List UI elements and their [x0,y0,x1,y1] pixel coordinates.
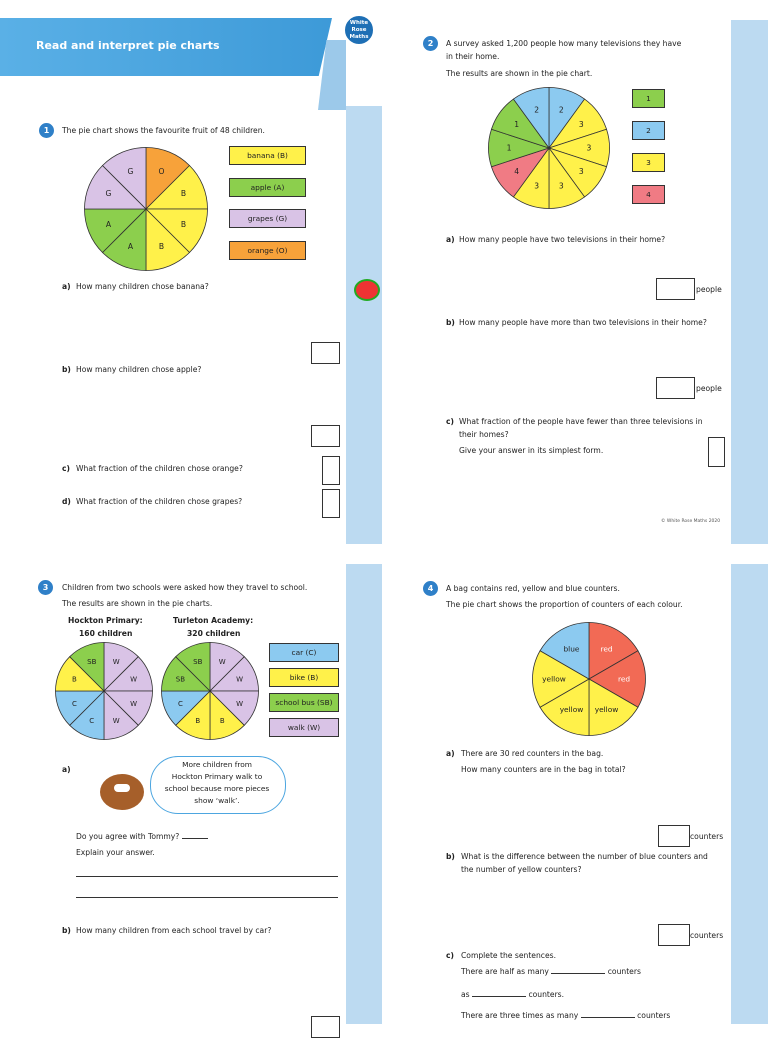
hockton-pie-slice-label-6: B [72,675,77,684]
legend-orange: orange (O) [229,241,306,260]
q4c-text: Complete the sentences. [461,951,557,960]
q1d-text: What fraction of the children chose grapes? [76,497,243,506]
q1c-answer-box[interactable] [322,456,340,485]
tv-pie-slice-label-5: 3 [534,181,540,191]
q3b-answer-box[interactable] [311,1016,340,1038]
q3b-label: b) [62,926,71,935]
fruit-pie-slice-label-5: A [105,220,112,230]
fruit-pie-slice-label-6: G [105,189,112,199]
tv-pie-slice-label-8: 1 [514,120,520,130]
q2-pie-chart [487,86,611,210]
tv-pie-slice-label-6: 4 [514,167,520,177]
question-2-number: 2 [423,36,438,51]
q4c-blank-3[interactable] [581,1017,635,1018]
hockton-pie-slice-label-3: W [112,717,120,726]
q3-text-line2: The results are shown in the pie charts. [62,599,213,608]
q1a-label: a) [62,282,71,291]
tv-pie-slice-label-4: 3 [558,181,564,191]
q4b-text-line1: What is the difference between the number of blue counters and [461,852,708,861]
q1a-answer-box[interactable] [311,342,340,364]
hockton-pie-chart [54,641,154,741]
q1-text: The pie chart shows the favourite fruit of 48 children. [62,126,265,135]
legend-car: car (C) [269,643,339,662]
q3a-label: a) [62,765,71,774]
hockton-pie-slice-label-0: W [112,658,120,667]
legend-3-tv: 3 [632,153,665,172]
q2b-answer-box[interactable] [656,377,695,399]
question-1-number: 1 [39,123,54,138]
q3a-answer-line-1[interactable] [76,876,338,877]
fruit-pie-slice-label-2: B [180,220,187,230]
q4c-blank-1[interactable] [551,973,605,974]
question-4-number: 4 [423,581,438,596]
q4b-text-line2: the number of yellow counters? [461,865,582,874]
tv-pie-slice-label-9: 2 [534,105,540,115]
page-title: Read and interpret pie charts [36,39,220,52]
q2a-label: a) [446,235,455,244]
fruit-pie-slice-label-0: O [158,167,165,177]
q2b-label: b) [446,318,455,327]
q2c-text-line1: What fraction of the people have fewer than three televisions in [459,417,703,426]
counters-pie-slice-label-4: yellow [542,674,566,684]
q1d-label: d) [62,497,71,506]
tommy-eyes [114,784,130,792]
tv-pie-slice-label-2: 3 [586,143,592,153]
legend-4-tv: 4 [632,185,665,204]
legend-bike: bike (B) [269,668,339,687]
q2b-text: How many people have more than two televisions in their home? [459,318,707,327]
turleton-pie-slice-label-2: W [236,699,244,708]
q1b-answer-box[interactable] [311,425,340,447]
q4a-text-line1: There are 30 red counters in the bag. [461,749,604,758]
q3a-agree: Do you agree with Tommy? [76,830,208,843]
turleton-pie-slice-label-0: W [218,658,226,667]
q2c-text-line3: Give your answer in its simplest form. [459,446,604,455]
counters-pie-slice-label-3: yellow [559,704,584,714]
q1a-text: How many children chose banana? [76,282,209,291]
turleton-pie-slice-label-1: W [236,675,244,684]
school2-name: Turleton Academy: [173,616,254,625]
q4c-sentence-3: There are three times as many counters [461,1011,671,1020]
counters-pie-slice-label-0: red [600,644,613,654]
q1c-label: c) [62,464,70,473]
counters-pie-chart [531,621,647,737]
q3a-explain: Explain your answer. [76,848,155,857]
q4c-sentence-1: There are half as many counters [461,967,641,976]
fruit-pie-slice-label-7: G [127,167,134,177]
q2-text-line2: in their home. [446,52,500,61]
legend-school-bus: school bus (SB) [269,693,339,712]
school2-count: 320 children [187,629,241,638]
q4b-unit: counters [690,931,724,940]
q4a-text-line2: How many counters are in the bag in total? [461,765,626,774]
turleton-pie-slice-label-6: SB [175,675,186,684]
copyright: © White Rose Maths 2020 [661,519,721,524]
q4c-sentence-2: as counters. [461,990,565,999]
fruit-pie-slice-label-3: B [158,242,165,252]
hockton-pie-slice-label-4: C [89,717,95,726]
q2c-text-line2: their homes? [459,430,509,439]
turleton-pie-slice-label-5: C [177,699,183,708]
q4a-label: a) [446,749,455,758]
counters-pie-slice-label-5: blue [563,644,580,654]
q1-pie-chart [83,146,209,272]
tv-pie-slice-label-1: 3 [578,120,584,130]
q2-text-line1: A survey asked 1,200 people how many televisions they have [446,39,682,48]
hockton-pie-slice-label-5: C [71,699,77,708]
q4c-label: c) [446,951,454,960]
turleton-pie-slice-label-7: SB [193,658,203,667]
legend-1-tv: 1 [632,89,665,108]
q1d-answer-box[interactable] [322,489,340,518]
q4a-answer-box[interactable] [658,825,690,847]
q2a-text: How many people have two televisions in their home? [459,235,666,244]
hockton-pie-slice-label-2: W [130,699,138,708]
q2-text-line3: The results are shown in the pie chart. [446,69,593,78]
q2a-unit: people [696,285,722,294]
pencil-icon [354,279,380,301]
q4b-label: b) [446,852,455,861]
counters-pie-slice-label-1: red [617,674,631,684]
tv-pie-slice-label-3: 3 [578,167,584,177]
side-strip-right-bottom [731,564,768,1024]
fruit-pie-slice-label-1: B [180,189,187,199]
school1-name: Hockton Primary: [68,616,143,625]
legend-apple: apple (A) [229,178,306,197]
legend-2-tv: 2 [632,121,665,140]
question-3-number: 3 [38,580,53,595]
q3a-answer-line-2[interactable] [76,897,338,898]
turleton-pie-chart [160,641,260,741]
q1b-text: How many children chose apple? [76,365,202,374]
q4c-blank-2[interactable] [472,996,526,997]
q4b-answer-box[interactable] [658,924,690,946]
speech-text-line2: Hockton Primary walk to [171,772,263,781]
tv-pie-slice-label-0: 2 [558,105,564,115]
q1b-label: b) [62,365,71,374]
legend-walk: walk (W) [269,718,339,737]
turleton-pie-slice-label-4: B [195,717,201,726]
tv-pie-slice-label-7: 1 [506,143,512,153]
speech-text-line3: school because more pieces [164,784,270,793]
speech-text-line1: More children from [182,760,252,769]
q3b-text: How many children from each school travel by car? [76,926,272,935]
q4-text-line2: The pie chart shows the proportion of counters of each colour. [446,600,683,609]
q2c-label: c) [446,417,454,426]
q2b-unit: people [696,384,722,393]
side-strip-left-bottom [346,564,382,1024]
q4a-unit: counters [690,832,724,841]
hockton-pie-slice-label-7: SB [87,658,97,667]
legend-grapes: grapes (G) [229,209,306,228]
white-rose-logo: White Rose Maths [343,14,375,46]
q2a-answer-box[interactable] [656,278,695,300]
turleton-pie-slice-label-3: B [219,717,225,726]
fruit-pie-slice-label-4: A [127,242,134,252]
legend-banana: banana (B) [229,146,306,165]
q1c-text: What fraction of the children chose orange? [76,464,243,473]
speech-text-line4: show ‘walk’. [194,796,240,805]
q4-text-line1: A bag contains red, yellow and blue counters. [446,584,620,593]
tommy-character [100,774,144,810]
hockton-pie-slice-label-1: W [130,675,138,684]
counters-pie-slice-label-2: yellow [594,704,619,714]
side-strip-right-top [731,20,768,544]
q2c-answer-box[interactable] [708,437,725,467]
side-strip-left-top [346,106,382,544]
school1-count: 160 children [79,629,133,638]
q3-text-line1: Children from two schools were asked how they travel to school. [62,583,308,592]
